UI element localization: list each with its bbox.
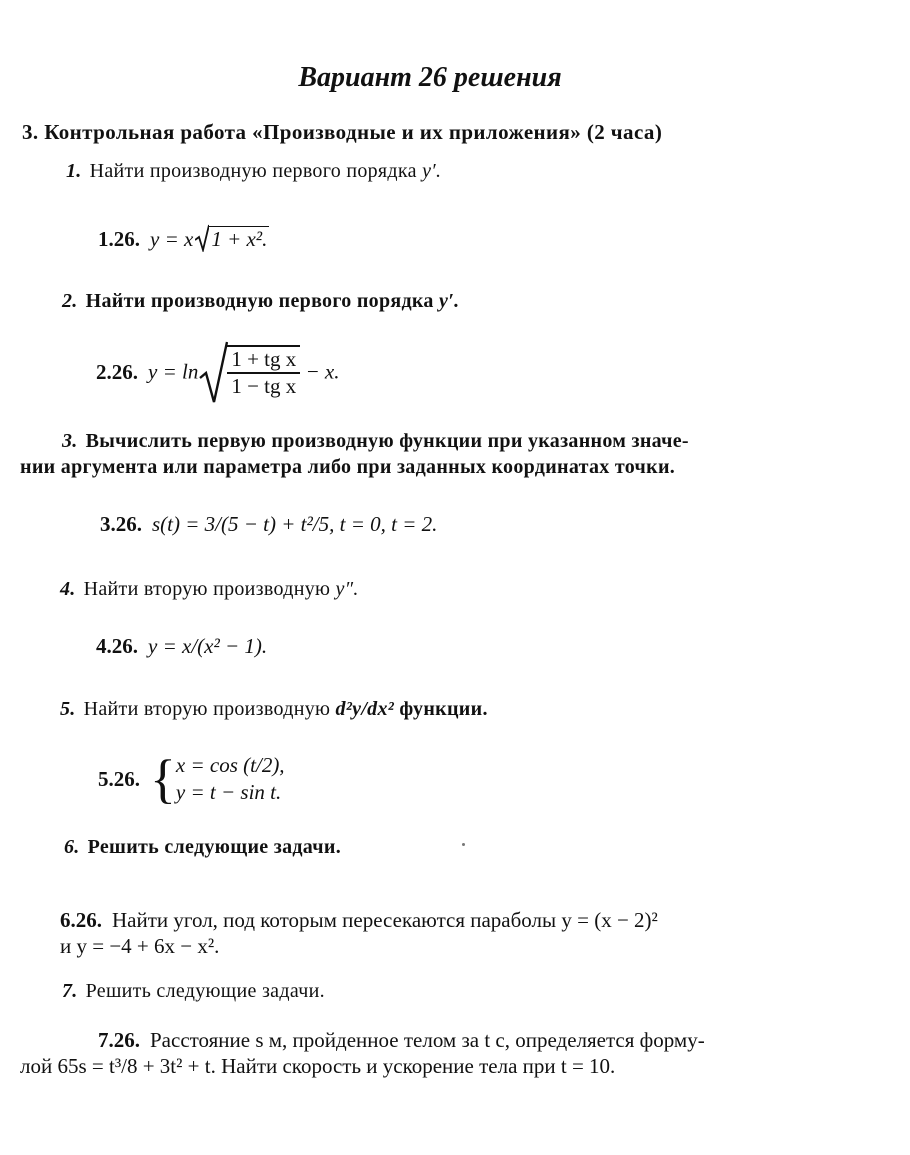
problem-6-26-line-1 xyxy=(60,908,658,933)
problem-3-26-expr: s(t) = 3/(5 − t) + t²/5, t = 0, t = 2. xyxy=(152,512,438,536)
fraction-numerator: 1 + tg x xyxy=(227,347,300,374)
task-4 xyxy=(60,578,359,601)
task-5-number: 5. xyxy=(60,698,76,720)
task-4-text: Найти вторую производную xyxy=(83,578,331,600)
task-7-text: Решить следующие задачи. xyxy=(85,980,325,1002)
task-4-number: 4. xyxy=(60,578,76,600)
sqrt-sign-icon xyxy=(195,224,209,252)
fraction xyxy=(227,345,300,399)
page-title: Вариант 26 решения xyxy=(298,62,562,93)
sqrt-sign-icon xyxy=(198,340,228,404)
problem-7-26-number: 7.26. xyxy=(98,1028,140,1052)
system-equation-2: y = t − sin t. xyxy=(175,780,282,804)
task-5-var: d²y/dx² xyxy=(335,698,395,720)
problem-1-26 xyxy=(98,224,269,252)
task-6-number: 6. xyxy=(64,836,80,858)
fraction-denominator: 1 − tg x xyxy=(231,374,297,398)
problem-1-26-number: 1.26. xyxy=(98,227,140,251)
problem-4-26-expr: y = x/(x² − 1). xyxy=(148,634,268,658)
task-6-text: Решить следующие задачи. xyxy=(87,836,342,858)
task-2-number: 2. xyxy=(62,290,78,312)
task-3-line-2: нии аргумента или параметра либо при заданных координатах точки. xyxy=(20,456,676,478)
problem-7-26-text-1: Расстояние s м, пройденное телом за t с, определяется форму- xyxy=(150,1028,705,1052)
task-3-number: 3. xyxy=(62,430,78,452)
problem-1-26-radicand: 1 + x². xyxy=(211,227,268,251)
problem-7-26-line-2: лой 65s = t³/8 + 3t² + t. Найти скорость и ускорение тела при t = 10. xyxy=(20,1054,616,1078)
task-4-var: y″. xyxy=(335,578,359,600)
task-1-number: 1. xyxy=(66,160,82,182)
section-heading: 3. Контрольная работа «Производные и их приложения» (2 часа) xyxy=(22,120,663,144)
problem-7-26-line-1 xyxy=(98,1028,705,1053)
problem-2-26 xyxy=(96,340,340,404)
task-1-var: y′. xyxy=(422,160,442,182)
brace-icon: { xyxy=(150,749,176,809)
problem-2-26-number: 2.26. xyxy=(96,359,138,384)
problem-4-26-number: 4.26. xyxy=(96,634,138,658)
task-7 xyxy=(62,980,325,1003)
task-6 xyxy=(64,836,341,859)
equation-system xyxy=(176,752,285,806)
problem-3-26 xyxy=(100,512,437,537)
problem-1-26-lhs: y = x xyxy=(150,227,194,251)
problem-6-26-text-1: Найти угол, под которым пересекаются параболы y = (x − 2)² xyxy=(112,908,658,932)
task-7-number: 7. xyxy=(62,980,78,1002)
task-2-var: y′. xyxy=(439,290,460,312)
task-2-text: Найти производную первого порядка xyxy=(85,290,434,312)
problem-2-26-lhs: y = ln xyxy=(148,359,199,384)
problem-5-26 xyxy=(98,749,285,809)
sqrt-radical xyxy=(198,340,300,404)
speck-mark xyxy=(462,843,465,846)
problem-2-26-rhs: − x. xyxy=(305,359,340,384)
problem-6-26-line-2: и y = −4 + 6x − x². xyxy=(60,934,220,958)
task-5-suffix: функции. xyxy=(399,698,488,720)
task-1-text: Найти производную первого порядка xyxy=(89,160,417,182)
problem-3-26-number: 3.26. xyxy=(100,512,142,536)
task-1 xyxy=(66,160,441,183)
task-3-text-1: Вычислить первую производную функции при указанном значе- xyxy=(85,430,689,452)
problem-6-26-number: 6.26. xyxy=(60,908,102,932)
problem-5-26-number: 5.26. xyxy=(98,766,140,791)
task-5 xyxy=(60,698,488,721)
system-equation-1: x = cos (t/2), xyxy=(175,753,285,777)
task-2 xyxy=(62,290,459,313)
task-3-line-1 xyxy=(62,430,689,453)
problem-4-26 xyxy=(96,634,267,659)
task-5-text: Найти вторую производную xyxy=(83,698,331,720)
